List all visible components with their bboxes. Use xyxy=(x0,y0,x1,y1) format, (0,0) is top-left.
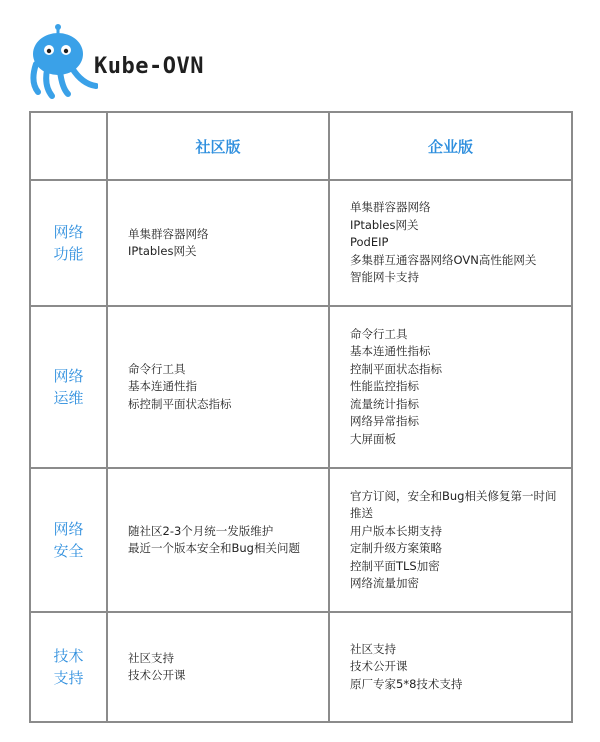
feature-item: 多集群互通容器网络OVN高性能网关 xyxy=(350,252,537,267)
category-label: 功能 xyxy=(53,245,84,263)
feature-item: 原厂专家5*8技术支持 xyxy=(350,676,463,691)
category-label: 网络 xyxy=(53,367,84,385)
feature-item: 流量统计指标 xyxy=(350,396,419,411)
header-community: 社区版 xyxy=(107,112,329,180)
enterprise-features xyxy=(329,468,572,612)
category-label: 网络 xyxy=(53,223,84,241)
header-empty-cell xyxy=(30,112,107,180)
feature-item: 基本连通性指 xyxy=(128,379,197,394)
feature-item: 命令行工具 xyxy=(350,326,408,341)
category-label: 支持 xyxy=(53,669,84,687)
table-row xyxy=(30,180,572,306)
feature-item: 技术公开课 xyxy=(128,668,186,682)
table-header-row xyxy=(30,112,572,180)
category-cell xyxy=(30,306,107,468)
feature-item: 技术公开课 xyxy=(350,659,408,674)
brand-name: Kube-OVN xyxy=(94,54,204,79)
feature-item: 性能监控指标 xyxy=(350,379,419,394)
feature-item: 单集群容器网络 xyxy=(128,226,209,241)
community-features xyxy=(107,612,329,722)
feature-item: 控制平面TLS加密 xyxy=(350,558,440,573)
category-cell xyxy=(30,180,107,306)
feature-item: 大屏面板 xyxy=(350,431,396,446)
octopus-logo-icon xyxy=(28,24,98,100)
edition-comparison-table xyxy=(29,111,573,723)
category-label: 网络 xyxy=(53,520,84,538)
header-enterprise: 企业版 xyxy=(329,112,572,180)
feature-item: 网络流量加密 xyxy=(350,576,419,590)
community-features xyxy=(107,468,329,612)
community-features xyxy=(107,306,329,468)
category-cell xyxy=(30,612,107,722)
feature-item: 官方订阅，安全和Bug相关修复第一时间推送 xyxy=(350,488,557,520)
category-cell xyxy=(30,468,107,612)
feature-item: 智能网卡支持 xyxy=(350,270,419,285)
enterprise-features xyxy=(329,306,572,468)
feature-item: IPtables网关 xyxy=(350,217,419,232)
feature-item: 网络异常指标 xyxy=(350,414,419,429)
feature-item: 社区支持 xyxy=(128,650,174,665)
enterprise-features xyxy=(329,612,572,722)
feature-item: 控制平面状态指标 xyxy=(350,361,442,376)
feature-item: 定制升级方案策略 xyxy=(350,541,442,555)
category-label: 技术 xyxy=(53,647,84,665)
table-row xyxy=(30,306,572,468)
feature-item: IPtables网关 xyxy=(128,244,197,258)
feature-item: 单集群容器网络 xyxy=(350,200,431,215)
feature-item: 社区支持 xyxy=(350,641,396,656)
feature-item: 命令行工具 xyxy=(128,361,186,376)
kube-ovn-logo xyxy=(28,24,228,100)
feature-item: 基本连通性指标 xyxy=(350,344,431,359)
table-row xyxy=(30,468,572,612)
enterprise-features xyxy=(329,180,572,306)
category-label: 运维 xyxy=(53,389,84,407)
category-label: 安全 xyxy=(53,542,84,560)
feature-item: 随社区2-3个月统一发版维护 xyxy=(128,523,274,538)
feature-item: PodEIP xyxy=(350,235,389,250)
table-row xyxy=(30,612,572,722)
community-features xyxy=(107,180,329,306)
feature-item: 最近一个版本安全和Bug相关问题 xyxy=(128,541,300,555)
feature-item: 用户版本长期支持 xyxy=(350,523,442,538)
feature-item: 标控制平面状态指标 xyxy=(128,396,232,411)
